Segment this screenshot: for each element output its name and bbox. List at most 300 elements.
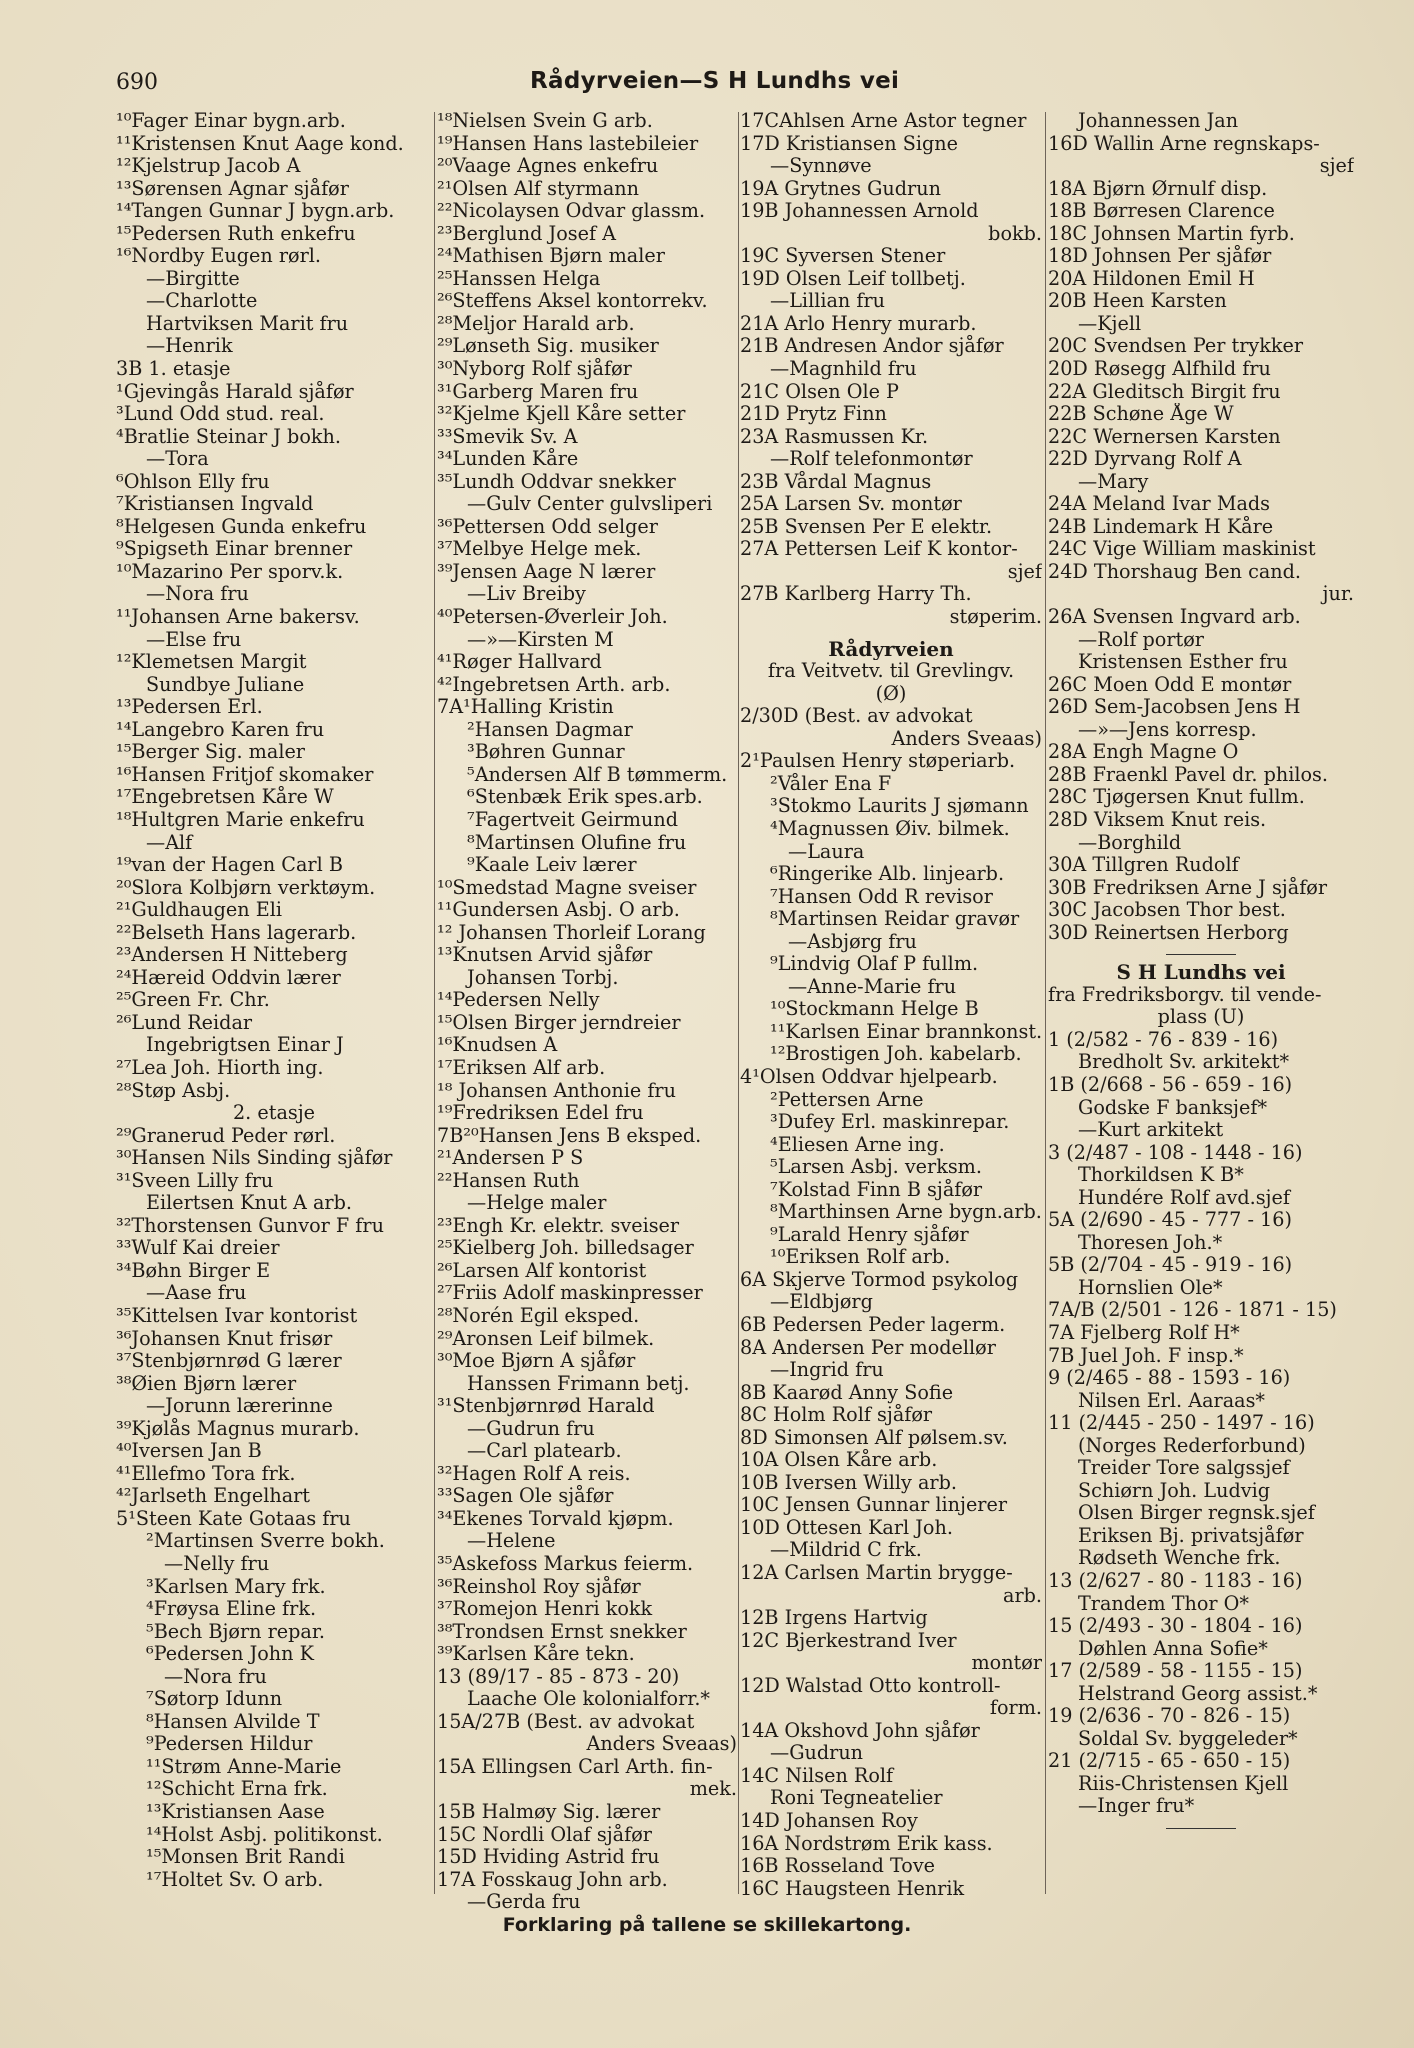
directory-entry: ²⁵Hanssen Helga — [437, 267, 601, 290]
directory-entry: —Helge maler — [467, 1192, 607, 1215]
directory-entry: —Gerda fru — [467, 1891, 581, 1914]
directory-entry: —»—Kirsten M — [467, 628, 614, 651]
column-divider — [738, 112, 739, 1894]
directory-entry: ⁴²Ingebretsen Arth. arb. — [437, 673, 671, 696]
directory-entry: ³⁴Lunden Kåre — [437, 448, 579, 471]
directory-entry: ³⁷Melbye Helge mek. — [437, 538, 642, 561]
directory-entry: —Synnøve — [770, 155, 872, 178]
column-4 — [1048, 110, 1354, 1835]
directory-entry: —Gudrun fru — [467, 1417, 595, 1440]
directory-entry: ⁷Søtorp Idunn — [146, 1688, 283, 1711]
directory-entry: Anders Sveaas) — [586, 1733, 737, 1756]
directory-entry: 6A Skjerve Tormod psykolog — [740, 1268, 1018, 1291]
directory-entry: støperim. — [949, 606, 1042, 629]
directory-entry: ⁴⁰Iversen Jan B — [116, 1440, 262, 1463]
directory-entry: ⁴Bratlie Steinar J bokh. — [116, 425, 341, 448]
directory-entry: plass (U) — [1157, 1006, 1245, 1029]
directory-entry: 26A Svensen Ingvard arb. — [1048, 606, 1301, 629]
directory-entry: 21D Prytz Finn — [740, 403, 887, 426]
directory-entry: —Laura — [788, 840, 865, 863]
directory-entry: —Rolf portør — [1078, 628, 1204, 651]
directory-entry: —Kurt arkitekt — [1078, 1119, 1224, 1142]
directory-entry: ¹³Sørensen Agnar sjåfør — [116, 177, 349, 200]
directory-entry: 2/30D (Best. av advokat — [740, 705, 973, 728]
directory-entry: 19A Grytnes Gudrun — [740, 177, 941, 200]
directory-entry: ²⁷Lea Joh. Hiorth ing. — [116, 1056, 324, 1079]
directory-entry: 9 (2/465 - 88 - 1593 - 16) — [1048, 1367, 1291, 1390]
directory-entry: 21B Andresen Andor sjåfør — [740, 335, 1004, 358]
directory-entry: Rødseth Wenche frk. — [1078, 1547, 1281, 1570]
directory-entry: ¹⁷Engebretsen Kåre W — [116, 786, 334, 809]
directory-entry: 19B Johannessen Arnold — [740, 200, 979, 223]
directory-entry: ²⁰Slora Kolbjørn verktøym. — [116, 876, 376, 899]
directory-entry: 22B Schøne Åge W — [1048, 403, 1234, 426]
directory-entry: —Kjell — [1078, 312, 1142, 335]
directory-entry: —Inger fru* — [1078, 1795, 1195, 1818]
directory-entry: 19 (2/636 - 70 - 826 - 15) — [1048, 1705, 1291, 1728]
directory-entry: ³¹Stenbjørnrød Harald — [437, 1395, 655, 1418]
directory-entry: —Lillian fru — [770, 290, 886, 313]
directory-entry: Ingebrigtsen Einar J — [146, 1034, 344, 1057]
directory-entry: 27A Pettersen Leif K kontor- — [740, 538, 1018, 561]
directory-entry: ³²Thorstensen Gunvor F fru — [116, 1214, 384, 1237]
directory-entry: 22A Gleditsch Birgit fru — [1048, 380, 1281, 403]
directory-entry: —Liv Breiby — [467, 583, 586, 606]
directory-entry: ²¹Andersen P S — [437, 1147, 584, 1170]
directory-entry: ³⁵Lundh Oddvar snekker — [437, 470, 676, 493]
directory-entry: ¹²Schicht Erna frk. — [146, 1778, 328, 1801]
directory-entry: ²⁸Støp Asbj. — [116, 1079, 231, 1102]
directory-entry: 12A Carlsen Martin brygge- — [740, 1562, 1013, 1584]
directory-entry: ¹²Brostigen Joh. kabelarb. — [770, 1043, 1022, 1066]
directory-entry: —Gudrun — [770, 1742, 864, 1765]
directory-entry: ¹¹Kristensen Knut Aage kond. — [116, 132, 404, 155]
directory-entry: 28C Tjøgersen Knut fullm. — [1048, 786, 1305, 809]
directory-entry: ²³Berglund Josef A — [437, 222, 617, 245]
directory-entry: ⁴Eliesen Arne ing. — [770, 1133, 945, 1156]
directory-entry: ¹⁸Nielsen Svein G arb. — [437, 110, 653, 132]
directory-entry: 17 (2/589 - 58 - 1155 - 15) — [1048, 1660, 1303, 1683]
directory-entry: sjef — [1319, 155, 1354, 178]
directory-entry: ²²Belseth Hans lagerarb. — [116, 921, 357, 944]
directory-entry: mek. — [689, 1778, 737, 1801]
directory-entry: ³Lund Odd stud. real. — [116, 403, 325, 426]
directory-entry: 24B Lindemark H Kåre — [1048, 515, 1274, 538]
directory-entry: ¹⁷Eriksen Alf arb. — [437, 1056, 606, 1079]
directory-entry: ²³Engh Kr. elektr. sveiser — [437, 1214, 680, 1237]
directory-entry: 28D Viksem Knut reis. — [1048, 808, 1267, 831]
directory-entry: —Nelly fru — [164, 1553, 270, 1575]
directory-entry: —Nora fru — [146, 583, 249, 606]
directory-entry: —Henrik — [146, 335, 233, 358]
directory-entry: 30C Jacobsen Thor best. — [1048, 899, 1286, 922]
directory-entry: 7B Juel Joh. F insp.* — [1048, 1344, 1244, 1367]
directory-entry: ²Martinsen Sverre bokh. — [146, 1530, 385, 1553]
directory-entry: 3B 1. etasje — [116, 358, 231, 381]
directory-entry: ³¹Sveen Lilly fru — [116, 1169, 274, 1192]
directory-entry: Soldal Sv. byggeleder* — [1078, 1727, 1298, 1750]
directory-entry: ¹⁰Fager Einar bygn.arb. — [116, 110, 346, 132]
directory-entry: 15A Ellingsen Carl Arth. fin- — [437, 1755, 713, 1778]
directory-entry: 1B (2/668 - 56 - 659 - 16) — [1048, 1073, 1293, 1096]
directory-entry: —Alf — [146, 831, 193, 854]
directory-entry: ¹⁰Mazarino Per sporv.k. — [116, 560, 344, 583]
directory-entry: ³⁹Kjølås Magnus murarb. — [116, 1417, 360, 1440]
directory-entry: ³Karlsen Mary frk. — [146, 1575, 326, 1598]
directory-entry: ²⁷Friis Adolf maskinpresser — [437, 1282, 703, 1305]
directory-entry: ⁵Andersen Alf B tømmerm. — [467, 763, 728, 786]
directory-entry: Helstrand Georg assist.* — [1078, 1682, 1318, 1705]
directory-entry: 6B Pedersen Peder lagerm. — [740, 1313, 1006, 1336]
directory-entry: Døhlen Anna Sofie* — [1078, 1637, 1268, 1660]
directory-entry: Hanssen Frimann betj. — [467, 1372, 690, 1395]
directory-entry: 18C Johnsen Martin fyrb. — [1048, 222, 1295, 245]
directory-entry: ⁴¹Ellefmo Tora frk. — [116, 1462, 296, 1485]
directory-entry: ⁴⁰Petersen-Øverleir Joh. — [437, 606, 668, 629]
directory-entry: 2. etasje — [232, 1102, 316, 1125]
directory-entry: ⁴²Jarlseth Engelhart — [116, 1485, 311, 1508]
directory-entry: 18B Børresen Clarence — [1048, 200, 1275, 223]
directory-entry: ¹⁶Nordby Eugen rørl. — [116, 245, 321, 268]
directory-entry: ¹⁰Smedstad Magne sveiser — [437, 876, 697, 899]
directory-entry: ¹⁵Olsen Birger jerndreier — [437, 1011, 681, 1034]
directory-entry: —Magnhild fru — [770, 358, 917, 381]
directory-entry: ³⁶Pettersen Odd selger — [437, 515, 658, 538]
directory-entry: —Asbjørg fru — [788, 930, 917, 953]
directory-entry: ⁴Frøysa Eline frk. — [146, 1598, 317, 1621]
directory-entry: Anders Sveaas) — [891, 727, 1042, 750]
directory-entry: Hundére Rolf avd.sjef — [1078, 1186, 1290, 1209]
directory-entry: ⁶Stenbæk Erik spes.arb. — [467, 786, 703, 809]
directory-entry: 17CAhlsen Arne Astor tegner — [740, 110, 1027, 132]
directory-entry: form. — [989, 1697, 1042, 1720]
directory-entry: 14D Johansen Roy — [740, 1810, 918, 1833]
directory-entry: —Rolf telefonmontør — [770, 448, 973, 471]
directory-entry: 30D Reinertsen Herborg — [1048, 921, 1289, 944]
directory-entry: 28A Engh Magne O — [1048, 741, 1239, 764]
directory-entry: sjef — [1007, 560, 1042, 583]
directory-entry: —Gulv Center gulvsliperi — [467, 493, 713, 516]
directory-entry: ³⁷Romejon Henri kokk — [437, 1598, 653, 1621]
directory-entry: Godske F banksjef* — [1078, 1096, 1268, 1119]
spacer — [740, 629, 1042, 638]
directory-entry: fra Fredriksborgv. til vende- — [1048, 983, 1322, 1006]
directory-entry: ¹⁶Knudsen A — [437, 1034, 558, 1057]
directory-entry: ³⁵Askefoss Markus feierm. — [437, 1553, 694, 1575]
directory-entry: ²⁹Lønseth Sig. musiker — [437, 335, 659, 358]
directory-entry: ²⁵Green Fr. Chr. — [116, 989, 270, 1012]
directory-entry: jur. — [1322, 583, 1354, 606]
directory-entry: ⁸Marthinsen Arne bygn.arb. — [770, 1201, 1042, 1224]
directory-entry: ¹⁰Eriksen Rolf arb. — [770, 1246, 951, 1269]
section-rule — [1166, 954, 1236, 955]
directory-entry: ³Bøhren Gunnar — [467, 741, 625, 764]
directory-entry: ¹²Kjelstrup Jacob A — [116, 155, 301, 178]
directory-entry: 16D Wallin Arne regnskaps- — [1048, 132, 1320, 155]
directory-entry: Johansen Torbj. — [467, 966, 619, 989]
directory-entry: 8A Andersen Per modellør — [740, 1336, 996, 1359]
column-divider — [1045, 112, 1046, 1894]
street-heading: S H Lundhs vei — [1116, 961, 1286, 984]
directory-entry: ⁷Hansen Odd R revisor — [770, 885, 993, 908]
directory-entry: Nilsen Erl. Aaraas* — [1078, 1389, 1266, 1412]
directory-entry: 4¹Olsen Oddvar hjelpearb. — [740, 1065, 998, 1088]
directory-entry: —Anne-Marie fru — [788, 975, 957, 998]
directory-entry: —Jorunn lærerinne — [146, 1395, 333, 1418]
directory-entry: Roni Tegneatelier — [770, 1787, 943, 1810]
directory-entry: 13 (2/627 - 80 - 1183 - 16) — [1048, 1570, 1303, 1592]
directory-entry: ³⁸Trondsen Ernst snekker — [437, 1620, 687, 1643]
directory-entry: ⁵Larsen Asbj. verksm. — [770, 1156, 982, 1179]
directory-entry: ¹⁹Hansen Hans lastebileier — [437, 132, 699, 155]
directory-entry: 24C Vige William maskinist — [1048, 538, 1316, 561]
directory-entry: Bredholt Sv. arkitekt* — [1078, 1051, 1290, 1074]
directory-entry: 7A/B (2/501 - 126 - 1871 - 15) — [1048, 1299, 1337, 1322]
directory-entry: 14C Nilsen Rolf — [740, 1764, 894, 1787]
directory-entry: ³⁰Nyborg Rolf sjåfør — [437, 358, 632, 381]
directory-entry: 21 (2/715 - 65 - 650 - 15) — [1048, 1750, 1291, 1773]
directory-entry: Kristensen Esther fru — [1078, 651, 1288, 674]
directory-entry: ¹⁷Holtet Sv. O arb. — [146, 1868, 324, 1891]
directory-entry: —Mildrid C frk. — [770, 1539, 922, 1562]
directory-entry: ⁹Spigseth Einar brenner — [116, 538, 353, 561]
directory-entry: ³⁹Karlsen Kåre tekn. — [437, 1643, 635, 1666]
directory-entry: bokb. — [988, 222, 1042, 245]
directory-entry: —Borghild — [1078, 831, 1182, 854]
directory-entry: 30B Fredriksen Arne J sjåfør — [1048, 876, 1328, 899]
directory-entry: Johannessen Jan — [1078, 110, 1239, 132]
directory-entry: —Charlotte — [146, 290, 258, 313]
directory-entry: —Else fru — [146, 628, 242, 651]
directory-entry: 10C Jensen Gunnar linjerer — [740, 1494, 1008, 1517]
directory-entry: ²⁴Mathisen Bjørn maler — [437, 245, 665, 268]
directory-entry: ³⁶Johansen Knut frisør — [116, 1327, 333, 1350]
directory-entry: Eilertsen Knut A arb. — [146, 1192, 352, 1215]
directory-entry: ³Dufey Erl. maskinrepar. — [770, 1111, 1010, 1134]
directory-entry: —Helene — [467, 1530, 556, 1553]
directory-entry: ⁸Martinsen Reidar gravør — [770, 908, 1020, 931]
directory-entry: Eriksen Bj. privatsjåfør — [1078, 1524, 1304, 1547]
directory-entry: ³Stokmo Laurits J sjømann — [770, 795, 1029, 818]
directory-entry: ¹⁵Monsen Brit Randi — [146, 1846, 345, 1869]
directory-entry: ³⁰Hansen Nils Sinding sjåfør — [116, 1147, 393, 1170]
directory-entry: ³³Sagen Ole sjåfør — [437, 1485, 614, 1508]
directory-entry: ⁹Kaale Leiv lærer — [467, 854, 637, 877]
directory-entry: 15C Nordli Olaf sjåfør — [437, 1823, 652, 1846]
directory-entry: Olsen Birger regnsk.sjef — [1078, 1502, 1315, 1525]
directory-entry: 25A Larsen Sv. montør — [740, 493, 962, 516]
directory-entry: 5B (2/704 - 45 - 919 - 16) — [1048, 1254, 1293, 1277]
directory-entry: —Eldbjørg — [770, 1291, 873, 1314]
directory-entry: 10A Olsen Kåre arb. — [740, 1449, 938, 1472]
directory-entry: ¹⁴Pedersen Nelly — [437, 989, 600, 1012]
directory-entry: 8D Simonsen Alf pølsem.sv. — [740, 1426, 1008, 1449]
directory-entry: 21A Arlo Henry murarb. — [740, 312, 977, 335]
directory-entry: ⁸Helgesen Gunda enkefru — [116, 515, 367, 538]
directory-entry: ⁸Hansen Alvilde T — [146, 1710, 320, 1733]
directory-entry: 27B Karlberg Harry Th. — [740, 583, 972, 606]
directory-entry: ³⁰Moe Bjørn A sjåfør — [437, 1350, 636, 1373]
directory-entry: arb. — [1003, 1584, 1042, 1607]
directory-entry: ⁷Kolstad Finn B sjåfør — [770, 1178, 983, 1201]
directory-entry: ⁵Bech Bjørn repar. — [146, 1620, 325, 1643]
directory-entry: 7A Fjelberg Rolf H* — [1048, 1321, 1240, 1344]
directory-entry: ²²Nicolaysen Odvar glassm. — [437, 200, 706, 223]
directory-entry: ²³Andersen H Nitteberg — [116, 944, 348, 967]
directory-entry: ²Våler Ena F — [770, 772, 892, 795]
directory-entry: 24D Thorshaug Ben cand. — [1048, 560, 1301, 583]
directory-entry: 10D Ottesen Karl Joh. — [740, 1516, 953, 1539]
directory-entry: ¹⁵Berger Sig. maler — [116, 741, 305, 764]
directory-entry: 26D Sem-Jacobsen Jens H — [1048, 696, 1301, 719]
directory-entry: 28B Fraenkl Pavel dr. philos. — [1048, 763, 1328, 786]
directory-entry: Thoresen Joh.* — [1078, 1231, 1223, 1254]
directory-entry: 12B Irgens Hartvig — [740, 1607, 928, 1630]
directory-entry: 16A Nordstrøm Erik kass. — [740, 1832, 993, 1855]
directory-entry: 22C Wernersen Karsten — [1048, 425, 1281, 448]
directory-entry: ²⁴Hæreid Oddvin lærer — [116, 966, 341, 989]
directory-entry: ¹¹Karlsen Einar brannkonst. — [770, 1020, 1042, 1043]
directory-entry: —Ingrid fru — [770, 1359, 884, 1382]
page-number: 690 — [116, 70, 158, 95]
directory-entry: 7B²⁰Hansen Jens B eksped. — [437, 1124, 702, 1147]
directory-entry: 5A (2/690 - 45 - 777 - 16) — [1048, 1209, 1292, 1232]
directory-entry: 8B Kaarød Anny Sofie — [740, 1381, 954, 1404]
directory-entry: ⁷Kristiansen Ingvald — [116, 493, 314, 516]
directory-entry: ³³Wulf Kai dreier — [116, 1237, 280, 1260]
directory-entry: ²¹Olsen Alf styrmann — [437, 177, 640, 200]
directory-entry: ¹⁶Hansen Fritjof skomaker — [116, 763, 374, 786]
directory-entry: Hartviksen Marit fru — [146, 312, 349, 335]
directory-entry: ²⁶Lund Reidar — [116, 1011, 253, 1034]
directory-entry: Laache Ole kolonialforr.* — [467, 1688, 711, 1711]
directory-entry: Thorkildsen K B* — [1078, 1164, 1244, 1187]
directory-entry: 11 (2/445 - 250 - 1497 - 16) — [1048, 1412, 1315, 1435]
directory-entry: Sundbye Juliane — [146, 673, 305, 696]
directory-entry: ⁴¹Røger Hallvard — [437, 651, 602, 674]
directory-entry: fra Veitvetv. til Grevlingv. — [767, 660, 1015, 683]
directory-entry: 7A¹Halling Kristin — [437, 696, 614, 719]
column-3 — [740, 110, 1042, 1900]
directory-entry: 15A/27B (Best. av advokat — [437, 1710, 695, 1733]
directory-entry: ²⁶Steffens Aksel kontorrekv. — [437, 290, 708, 313]
directory-entry: ¹³Pedersen Erl. — [116, 696, 263, 719]
directory-entry: 5¹Steen Kate Gotaas fru — [116, 1507, 351, 1530]
directory-entry: 20B Heen Karsten — [1048, 290, 1227, 313]
directory-entry: ³⁶Reinshol Roy sjåfør — [437, 1575, 641, 1598]
directory-entry: ²Pettersen Arne — [770, 1088, 924, 1111]
directory-entry: 26C Moen Odd E montør — [1048, 673, 1292, 696]
directory-entry: ³⁴Bøhn Birger E — [116, 1259, 271, 1282]
directory-entry: ¹¹Gundersen Asbj. O arb. — [437, 899, 680, 922]
directory-entry: ¹³Knutsen Arvid sjåfør — [437, 944, 653, 967]
directory-entry: 17D Kristiansen Signe — [740, 132, 958, 155]
directory-entry: ¹⁰Stockmann Helge B — [770, 998, 979, 1021]
directory-entry: 16B Rosseland Tove — [740, 1855, 936, 1878]
directory-entry: 20C Svendsen Per trykker — [1048, 335, 1304, 358]
directory-entry: 18D Johnsen Per sjåfør — [1048, 245, 1272, 268]
directory-entry: 18A Bjørn Ørnulf disp. — [1048, 177, 1268, 200]
directory-entry: ³⁹Jensen Aage N lærer — [437, 560, 656, 583]
directory-entry: 19C Syversen Stener — [740, 245, 946, 268]
directory-entry: 17A Fosskaug John arb. — [437, 1868, 668, 1891]
directory-entry: —»—Jens korresp. — [1078, 718, 1257, 741]
directory-entry: ⁹Pedersen Hildur — [146, 1733, 313, 1756]
directory-entry: 2¹Paulsen Henry støperiarb. — [740, 750, 1016, 773]
directory-entry: ¹⁵Pedersen Ruth enkefru — [116, 222, 356, 245]
directory-entry: 19D Olsen Leif tollbetj. — [740, 267, 966, 290]
directory-entry: ⁴Magnussen Øiv. bilmek. — [770, 817, 1010, 840]
directory-entry: ³⁴Ekenes Torvald kjøpm. — [437, 1507, 674, 1530]
directory-entry: 12C Bjerkestrand Iver — [740, 1629, 957, 1652]
directory-entry: Hornslien Ole* — [1078, 1276, 1223, 1299]
column-divider — [434, 112, 435, 1894]
directory-entry: Treider Tore salgssjef — [1078, 1457, 1290, 1480]
directory-entry: ²⁵Kielberg Joh. billedsager — [437, 1237, 694, 1260]
directory-entry: 23A Rasmussen Kr. — [740, 425, 929, 448]
directory-entry: ²⁹Aronsen Leif bilmek. — [437, 1327, 655, 1350]
directory-entry: 10B Iversen Willy arb. — [740, 1471, 957, 1494]
directory-entry: ¹⁸Hultgren Marie enkefru — [116, 808, 365, 831]
directory-entry: ³²Hagen Rolf A reis. — [437, 1462, 631, 1485]
directory-entry: Schiørn Joh. Ludvig — [1078, 1479, 1271, 1502]
directory-entry: ³³Smevik Sv. A — [437, 425, 578, 448]
directory-entry: —Birgitte — [146, 267, 240, 290]
directory-entry: ²⁸Norén Egil eksped. — [437, 1304, 640, 1327]
directory-entry: (Norges Rederforbund) — [1078, 1434, 1306, 1457]
directory-entry: ²⁶Larsen Alf kontorist — [437, 1259, 647, 1282]
directory-entry: ²⁹Granerud Peder rørl. — [116, 1124, 336, 1147]
street-heading: Rådyrveien — [828, 637, 954, 661]
directory-entry: ³⁸Øien Bjørn lærer — [116, 1372, 297, 1395]
directory-entry: ³⁵Kittelsen Ivar kontorist — [116, 1304, 358, 1327]
section-rule — [1166, 1828, 1236, 1829]
directory-entry: 22D Dyrvang Rolf A — [1048, 448, 1242, 471]
directory-entry: 20A Hildonen Emil H — [1048, 267, 1255, 290]
directory-entry: 3 (2/487 - 108 - 1448 - 16) — [1048, 1141, 1303, 1164]
directory-entry: 24A Meland Ivar Mads — [1048, 493, 1271, 516]
directory-entry: ¹²Klemetsen Margit — [116, 651, 307, 674]
directory-entry: 15D Hviding Astrid fru — [437, 1846, 660, 1869]
directory-entry: ¹⁴Holst Asbj. politikonst. — [146, 1823, 383, 1846]
directory-entry: ⁶Ringerike Alb. linjearb. — [770, 863, 1005, 886]
directory-entry: 25B Svensen Per E elektr. — [740, 515, 993, 538]
directory-entry: 1 (2/582 - 76 - 839 - 16) — [1048, 1028, 1279, 1051]
page-footer: Forklaring på tallene se skillekartong. — [502, 1914, 912, 1936]
directory-entry: —Tora — [146, 448, 209, 471]
directory-entry: 12D Walstad Otto kontroll- — [740, 1674, 1001, 1697]
directory-entry: ³⁷Stenbjørnrød G lærer — [116, 1350, 342, 1373]
directory-entry: —Nora fru — [164, 1665, 267, 1688]
directory-entry: ¹⁴Tangen Gunnar J bygn.arb. — [116, 200, 395, 223]
directory-entry: montør — [971, 1652, 1042, 1675]
directory-entry: ⁷Fagertveit Geirmund — [467, 808, 678, 831]
directory-entry: ³¹Garberg Maren fru — [437, 380, 639, 403]
directory-entry: 15 (2/493 - 30 - 1804 - 16) — [1048, 1615, 1303, 1638]
directory-entry: ⁶Ohlson Elly fru — [116, 470, 270, 493]
directory-entry: 14A Okshovd John sjåfør — [740, 1719, 980, 1742]
directory-entry: ⁸Martinsen Olufine fru — [467, 831, 687, 854]
directory-entry: (Ø) — [875, 682, 907, 705]
directory-entry: 16C Haugsteen Henrik — [740, 1877, 965, 1900]
directory-entry: Riis-Christensen Kjell — [1078, 1772, 1289, 1795]
directory-entry: 30A Tillgren Rudolf — [1048, 854, 1239, 877]
directory-entry: ¹Gjevingås Harald sjåfør — [116, 380, 354, 403]
page-header: Rådyrveien—S H Lundhs vei — [530, 68, 900, 94]
directory-entry: 21C Olsen Ole P — [740, 380, 899, 403]
directory-entry: ⁹Lindvig Olaf P fullm. — [770, 953, 979, 976]
directory-entry: ²⁸Meljor Harald arb. — [437, 312, 635, 335]
